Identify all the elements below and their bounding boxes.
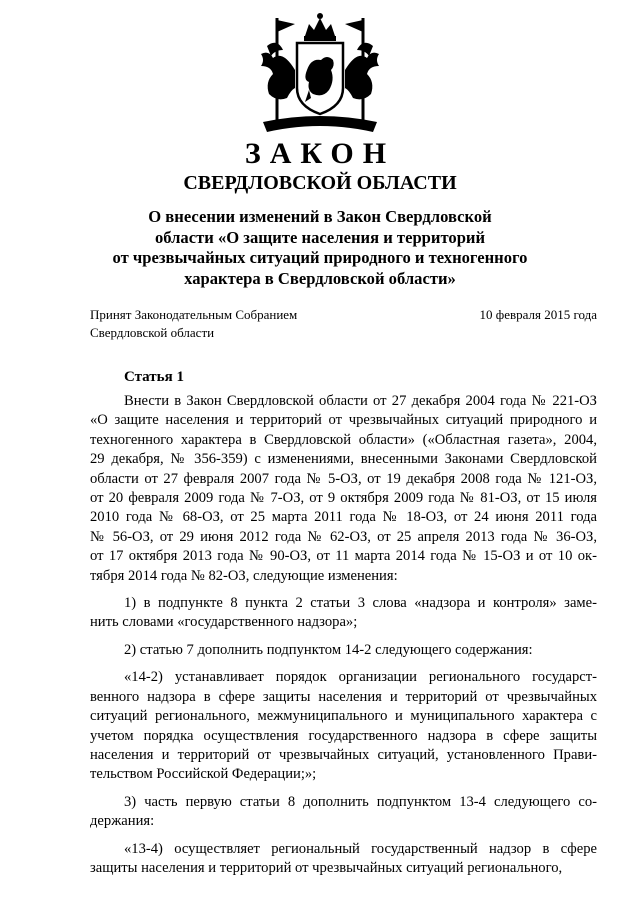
paragraph-line: держания:: [90, 813, 155, 830]
paragraph-line: тября 2014 года № 82-ОЗ, следующие изменения:: [90, 567, 398, 584]
adoption-date: 10 февраля 2015 года: [479, 307, 597, 322]
region-heading: СВЕРДЛОВСКОЙ ОБЛАСТИ: [183, 172, 457, 194]
paragraph-line: от 17 октября 2013 года № 90-ОЗ, от 11 марта 2014 года № 15-ОЗ и от 10 ок-: [90, 548, 597, 565]
paragraph-line: 29 декабря, № 356-359) с изменениями, внесенными Законами Свердловской: [90, 451, 597, 468]
article-paragraph: [90, 793, 597, 832]
paragraph-line: № 56-ОЗ, от 29 июня 2012 года № 62-ОЗ, от 25 апреля 2013 года № 36-ОЗ,: [90, 528, 597, 545]
paragraph-line: «14-2) устанавливает порядок организации регионального государст-: [124, 669, 597, 686]
paragraph-line: тельством Российской Федерации;»;: [90, 766, 317, 783]
adoption-line: Свердловской области: [90, 325, 215, 340]
law-title-line: области «О защите населения и территорий: [154, 227, 486, 247]
law-title: [90, 207, 550, 289]
paragraph-line: населения и территорий от чрезвычайных ситуаций, установленного Прави-: [90, 746, 597, 763]
paragraph-line: от 20 февраля 2009 года № 7-ОЗ, от 9 октября 2009 года № 81-ОЗ, от 15 июля: [90, 490, 597, 507]
paragraph-line: учетом порядка осуществления государственного надзора в сфере защиты: [90, 727, 597, 744]
article-paragraph: [90, 668, 597, 784]
coat-of-arms-emblem: [247, 10, 393, 138]
article-paragraph: [90, 641, 597, 660]
adoption-body: [90, 306, 297, 342]
paragraph-line: ситуаций регионального, межмуниципального и муниципального характера с: [90, 708, 597, 725]
paragraph-line: Внести в Закон Свердловской области от 27 декабря 2004 года № 221-ОЗ: [124, 393, 597, 409]
law-title-line: О внесении изменений в Закон Свердловской: [148, 207, 492, 226]
article-paragraph: [90, 392, 597, 586]
paragraph-line: 1) в подпункте 8 пункта 2 статьи 3 слова «надзора и контроля» заме-: [124, 595, 597, 612]
paragraph-line: защиты населения и территорий от чрезвычайных ситуаций регионального,: [90, 859, 563, 876]
paragraph-line: техногенного характера в Свердловской области» («Областная газета», 2004,: [90, 431, 597, 448]
paragraph-line: 2) статью 7 дополнить подпунктом 14-2 следующего содержания:: [124, 641, 533, 658]
paragraph-line: 3) часть первую статьи 8 дополнить подпунктом 13-4 следующего со-: [124, 793, 597, 810]
article-paragraph: [90, 840, 597, 879]
article-paragraph: [90, 594, 597, 633]
paragraph-line: «13-4) осуществляет региональный государственный надзор в сфере: [124, 840, 597, 857]
paragraph-line: 2010 года № 68-ОЗ, от 25 марта 2011 года № 18-ОЗ, от 24 июня 2011 года: [90, 509, 597, 526]
paragraph-line: области от 27 февраля 2007 года № 5-ОЗ, от 19 декабря 2008 года № 121-ОЗ,: [90, 470, 597, 487]
law-title-line: характера в Свердловской области»: [184, 268, 456, 288]
article-heading: Статья 1: [124, 369, 184, 385]
document-type-heading: ЗАКОН: [244, 137, 396, 170]
law-title-line: от чрезвычайных ситуаций природного и техногенного: [112, 248, 528, 267]
article-body: [90, 392, 597, 878]
paragraph-line: нить словами «государственного надзора»;: [90, 614, 358, 631]
paragraph-line: «О защите населения и территорий от чрезвычайных ситуаций природного и: [90, 412, 597, 429]
adoption-line: Принят Законодательным Собранием: [90, 307, 298, 322]
paragraph-line: венного надзора в сфере защиты населения и территорий от чрезвычайных: [90, 688, 597, 705]
